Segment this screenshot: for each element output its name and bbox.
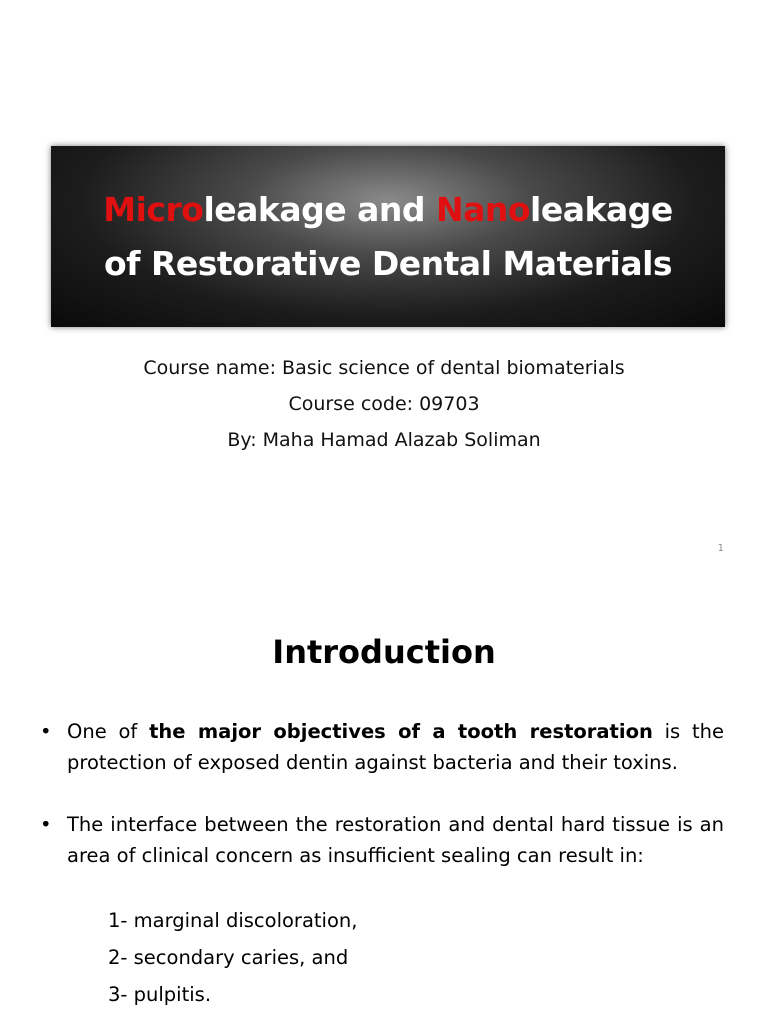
bullet-text-objectives	[67, 716, 724, 778]
consequence-list	[108, 902, 357, 1013]
author-line: By: Maha Hamad Alazab Soliman	[227, 429, 541, 451]
bullet1-before: One of	[67, 720, 150, 743]
course-code: Course code: 09703	[288, 393, 480, 415]
title-word-nano: Nano	[435, 189, 531, 229]
list-item: 1- marginal discoloration,	[108, 909, 358, 932]
bullet1-bold: the major objectives of a tooth restoration	[149, 720, 653, 743]
title-word-leakage: leakage	[530, 189, 673, 229]
bullet-item-interface	[40, 809, 724, 871]
bullet-icon: •	[40, 720, 52, 743]
title-line-2: of Restorative Dental Materials	[103, 243, 673, 283]
bullet-icon: •	[40, 813, 52, 836]
list-item: 2- secondary caries, and	[108, 946, 349, 969]
course-name: Course name: Basic science of dental biomaterials	[143, 357, 625, 379]
title-banner	[51, 146, 725, 327]
list-item: 3- pulpitis.	[108, 983, 212, 1006]
title-word-leakage-and: leakage and	[203, 189, 436, 229]
title-word-micro: Micro	[103, 189, 204, 229]
page-number: 1	[717, 543, 724, 554]
bullet-item-objectives	[40, 716, 724, 778]
course-info	[0, 350, 768, 458]
introduction-heading: Introduction	[272, 633, 496, 671]
bullet-text-interface: The interface between the restoration and dental hard tissue is an area of clinical concern as insufficient sealing can result in:	[67, 813, 724, 867]
bullet1-after: is the protection of exposed dentin against bacteria and their toxins.	[67, 720, 724, 774]
title-line-1	[103, 183, 672, 237]
